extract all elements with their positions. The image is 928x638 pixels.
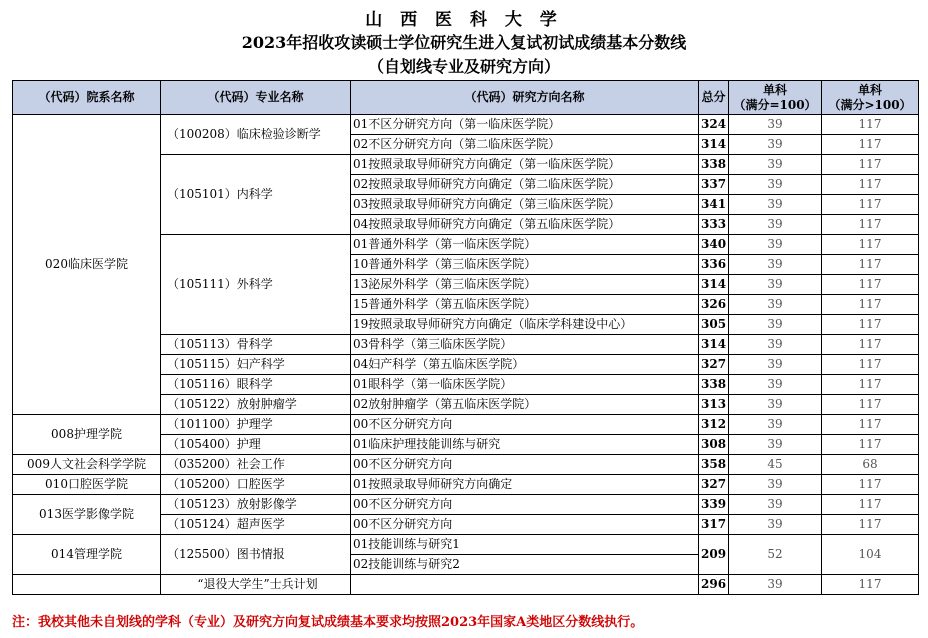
table-row xyxy=(13,475,919,495)
major-cell: （105200）口腔医学 xyxy=(161,475,351,495)
total-score-cell: 314 xyxy=(699,135,729,155)
single-100-cell: 39 xyxy=(729,195,822,215)
direction-cell: 02技能训练与研究2 xyxy=(351,555,699,575)
header-dept: （代码）院系名称 xyxy=(13,81,161,115)
total-score-cell: 312 xyxy=(699,415,729,435)
single-100-cell: 39 xyxy=(729,135,822,155)
direction-cell: 01不区分研究方向（第一临床医学院） xyxy=(351,115,699,135)
dept-cell: 013医学影像学院 xyxy=(13,495,161,535)
major-cell: （105113）骨科学 xyxy=(161,335,351,355)
dept-cell xyxy=(13,575,161,595)
total-score-cell: 338 xyxy=(699,375,729,395)
total-score-cell: 327 xyxy=(699,355,729,375)
direction-cell: 15普通外科学（第五临床医学院） xyxy=(351,295,699,315)
direction-cell: 19按照录取导师研究方向确定（临床学科建设中心） xyxy=(351,315,699,335)
direction-cell: 04按照录取导师研究方向确定（第五临床医学院） xyxy=(351,215,699,235)
direction-cell xyxy=(351,575,699,595)
direction-cell: 01技能训练与研究1 xyxy=(351,535,699,555)
direction-cell: 03按照录取导师研究方向确定（第三临床医学院） xyxy=(351,195,699,215)
total-score-cell: 337 xyxy=(699,175,729,195)
major-cell: （105124）超声医学 xyxy=(161,515,351,535)
total-score-cell: 327 xyxy=(699,475,729,495)
major-cell: “退役大学生”士兵计划 xyxy=(161,575,351,595)
single-over-100-cell: 117 xyxy=(822,415,919,435)
single-100-cell: 39 xyxy=(729,315,822,335)
total-score-cell: 340 xyxy=(699,235,729,255)
direction-cell: 01按照录取导师研究方向确定（第一临床医学院） xyxy=(351,155,699,175)
single-over-100-cell: 117 xyxy=(822,515,919,535)
total-score-cell: 339 xyxy=(699,495,729,515)
table-row xyxy=(13,455,919,475)
single-100-cell: 39 xyxy=(729,235,822,255)
dept-cell: 020临床医学院 xyxy=(13,115,161,415)
page-title: 2023年招收攻读硕士学位研究生进入复试初试成绩基本分数线 xyxy=(241,33,687,52)
total-score-cell: 305 xyxy=(699,315,729,335)
header-single-over-100-line1: 单科 xyxy=(857,82,882,97)
single-100-cell: 39 xyxy=(729,495,822,515)
table-row xyxy=(13,535,919,555)
header-single-over-100 xyxy=(822,81,919,115)
single-100-cell: 39 xyxy=(729,515,822,535)
single-100-cell: 39 xyxy=(729,435,822,455)
direction-cell: 01按照录取导师研究方向确定 xyxy=(351,475,699,495)
direction-cell: 00不区分研究方向 xyxy=(351,455,699,475)
direction-cell: 03骨科学（第三临床医学院） xyxy=(351,335,699,355)
major-cell: （105122）放射肿瘤学 xyxy=(161,395,351,415)
major-cell: （105101）内科学 xyxy=(161,155,351,235)
direction-cell: 02按照录取导师研究方向确定（第二临床医学院） xyxy=(351,175,699,195)
single-100-cell: 39 xyxy=(729,295,822,315)
single-over-100-cell: 117 xyxy=(822,215,919,235)
total-score-cell: 209 xyxy=(699,535,729,575)
single-100-cell: 39 xyxy=(729,215,822,235)
single-100-cell: 39 xyxy=(729,475,822,495)
header-single-over-100-line2: （满分>100） xyxy=(828,97,912,112)
single-over-100-cell: 117 xyxy=(822,495,919,515)
total-score-cell: 358 xyxy=(699,455,729,475)
dept-cell: 009人文社会科学学院 xyxy=(13,455,161,475)
page-subtitle: （自划线专业及研究方向） xyxy=(367,57,560,76)
direction-cell: 02放射肿瘤学（第五临床医学院） xyxy=(351,395,699,415)
single-over-100-cell: 117 xyxy=(822,255,919,275)
total-score-cell: 324 xyxy=(699,115,729,135)
single-over-100-cell: 117 xyxy=(822,275,919,295)
dept-cell: 010口腔医学院 xyxy=(13,475,161,495)
direction-cell: 04妇产科学（第五临床医学院） xyxy=(351,355,699,375)
header-direction: （代码）研究方向名称 xyxy=(351,81,699,115)
table-row xyxy=(13,495,919,515)
direction-cell: 02不区分研究方向（第二临床医学院） xyxy=(351,135,699,155)
major-cell: （105115）妇产科学 xyxy=(161,355,351,375)
single-over-100-cell: 117 xyxy=(822,175,919,195)
single-100-cell: 39 xyxy=(729,115,822,135)
university-name: 山 西 医 科 大 学 xyxy=(365,10,563,30)
table-header-row xyxy=(13,81,919,115)
major-cell: （105116）眼科学 xyxy=(161,375,351,395)
single-over-100-cell: 117 xyxy=(822,295,919,315)
header-single-100-line2: （满分=100） xyxy=(733,97,817,112)
single-100-cell: 39 xyxy=(729,375,822,395)
footnote: 注：我校其他未自划线的学科（专业）及研究方向复试成绩基本要求均按照2023年国家A类地区分数线执行。 xyxy=(12,615,644,630)
total-score-cell: 313 xyxy=(699,395,729,415)
major-cell: （101100）护理学 xyxy=(161,415,351,435)
header-single-100-line1: 单科 xyxy=(762,82,787,97)
total-score-cell: 341 xyxy=(699,195,729,215)
single-over-100-cell: 117 xyxy=(822,375,919,395)
table-row xyxy=(13,415,919,435)
single-over-100-cell: 68 xyxy=(822,455,919,475)
total-score-cell: 314 xyxy=(699,335,729,355)
single-over-100-cell: 104 xyxy=(822,535,919,575)
header-total: 总分 xyxy=(699,81,729,115)
single-100-cell: 39 xyxy=(729,255,822,275)
single-over-100-cell: 117 xyxy=(822,115,919,135)
single-over-100-cell: 117 xyxy=(822,195,919,215)
single-over-100-cell: 117 xyxy=(822,335,919,355)
table-body xyxy=(13,115,919,595)
direction-cell: 00不区分研究方向 xyxy=(351,415,699,435)
major-cell: （105400）护理 xyxy=(161,435,351,455)
header-major: （代码）专业名称 xyxy=(161,81,351,115)
direction-cell: 01眼科学（第一临床医学院） xyxy=(351,375,699,395)
total-score-cell: 326 xyxy=(699,295,729,315)
single-100-cell: 39 xyxy=(729,415,822,435)
single-over-100-cell: 117 xyxy=(822,315,919,335)
direction-cell: 10普通外科学（第三临床医学院） xyxy=(351,255,699,275)
single-over-100-cell: 117 xyxy=(822,435,919,455)
direction-cell: 01普通外科学（第一临床医学院） xyxy=(351,235,699,255)
major-cell: （035200）社会工作 xyxy=(161,455,351,475)
direction-cell: 00不区分研究方向 xyxy=(351,495,699,515)
major-cell: （125500）图书情报 xyxy=(161,535,351,575)
single-100-cell: 39 xyxy=(729,155,822,175)
single-100-cell: 39 xyxy=(729,395,822,415)
single-100-cell: 39 xyxy=(729,175,822,195)
single-over-100-cell: 117 xyxy=(822,475,919,495)
single-over-100-cell: 117 xyxy=(822,395,919,415)
total-score-cell: 308 xyxy=(699,435,729,455)
dept-cell: 014管理学院 xyxy=(13,535,161,575)
header-single-100 xyxy=(729,81,822,115)
single-100-cell: 39 xyxy=(729,275,822,295)
direction-cell: 01临床护理技能训练与研究 xyxy=(351,435,699,455)
single-100-cell: 39 xyxy=(729,355,822,375)
table-row xyxy=(13,575,919,595)
single-over-100-cell: 117 xyxy=(822,355,919,375)
single-100-cell: 52 xyxy=(729,535,822,575)
total-score-cell: 314 xyxy=(699,275,729,295)
total-score-cell: 336 xyxy=(699,255,729,275)
single-over-100-cell: 117 xyxy=(822,135,919,155)
direction-cell: 13泌尿外科学（第三临床医学院） xyxy=(351,275,699,295)
single-100-cell: 45 xyxy=(729,455,822,475)
major-cell: （105123）放射影像学 xyxy=(161,495,351,515)
major-cell: （100208）临床检验诊断学 xyxy=(161,115,351,155)
single-over-100-cell: 117 xyxy=(822,235,919,255)
major-cell: （105111）外科学 xyxy=(161,235,351,335)
score-table xyxy=(12,80,919,595)
total-score-cell: 296 xyxy=(699,575,729,595)
total-score-cell: 333 xyxy=(699,215,729,235)
single-over-100-cell: 117 xyxy=(822,575,919,595)
direction-cell: 00不区分研究方向 xyxy=(351,515,699,535)
dept-cell: 008护理学院 xyxy=(13,415,161,455)
table-row xyxy=(13,115,919,135)
single-over-100-cell: 117 xyxy=(822,155,919,175)
single-100-cell: 39 xyxy=(729,335,822,355)
single-100-cell: 39 xyxy=(729,575,822,595)
total-score-cell: 317 xyxy=(699,515,729,535)
total-score-cell: 338 xyxy=(699,155,729,175)
